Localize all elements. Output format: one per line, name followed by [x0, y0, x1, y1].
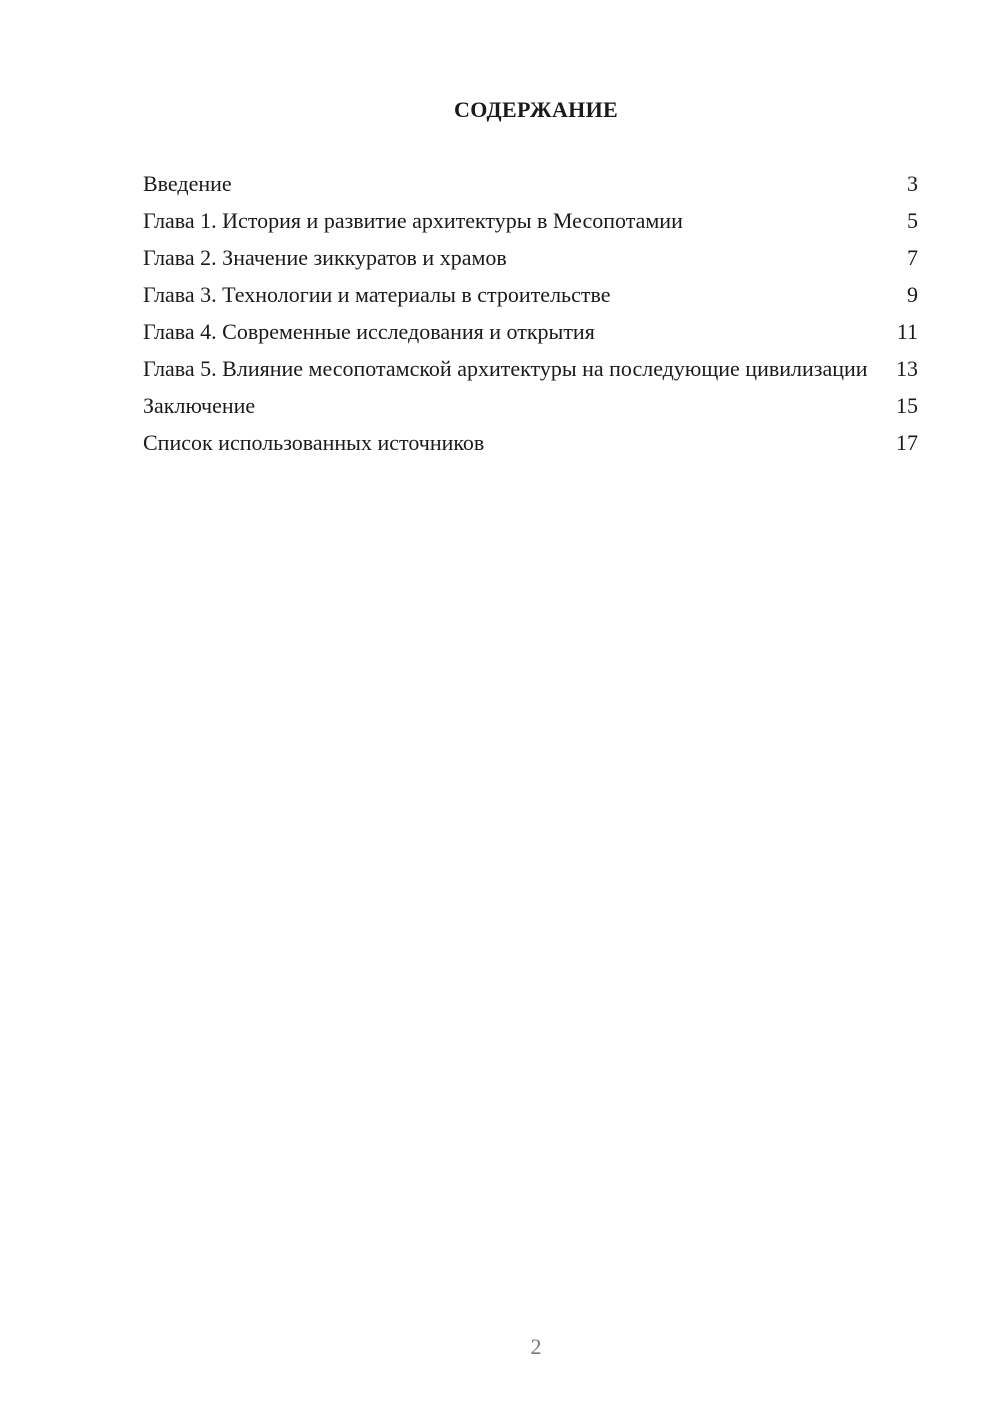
toc-entry-conclusion[interactable]	[143, 392, 918, 419]
toc-entry-title: Глава 1. История и развитие архитектуры в Месопотамии	[143, 208, 683, 233]
toc-entry-introduction[interactable]	[143, 170, 918, 197]
toc-entry-page: 5	[907, 208, 918, 233]
toc-entry-page: 3	[907, 171, 918, 196]
toc-entry-chapter-1[interactable]	[143, 207, 918, 234]
toc-entry-title: Глава 3. Технологии и материалы в строительстве	[143, 282, 611, 307]
toc-entry-chapter-4[interactable]	[143, 318, 918, 345]
toc-entry-title: Заключение	[143, 393, 256, 418]
toc-entry-page: 7	[907, 245, 918, 270]
toc-entry-chapter-5[interactable]	[143, 355, 918, 382]
table-of-contents	[143, 170, 918, 466]
toc-entry-title: Введение	[143, 171, 232, 196]
toc-entry-chapter-2[interactable]	[143, 244, 918, 271]
toc-entry-title: Глава 4. Современные исследования и открытия	[143, 319, 595, 344]
toc-entry-page: 17	[896, 430, 918, 455]
toc-entry-page: 15	[896, 393, 918, 418]
page-number: 2	[530, 1334, 542, 1359]
toc-entry-page: 11	[896, 319, 918, 344]
toc-entry-page: 9	[907, 282, 918, 307]
toc-entry-chapter-3[interactable]	[143, 281, 918, 308]
toc-entry-title: Глава 2. Значение зиккуратов и храмов	[143, 245, 507, 270]
toc-entry-title: Глава 5. Влияние месопотамской архитектуры на последующие цивилизации	[143, 356, 868, 381]
toc-entry-references[interactable]	[143, 429, 918, 456]
toc-entry-page: 13	[896, 356, 918, 381]
toc-entry-title: Список использованных источников	[143, 430, 485, 455]
page-title: СОДЕРЖАНИЕ	[454, 97, 618, 122]
